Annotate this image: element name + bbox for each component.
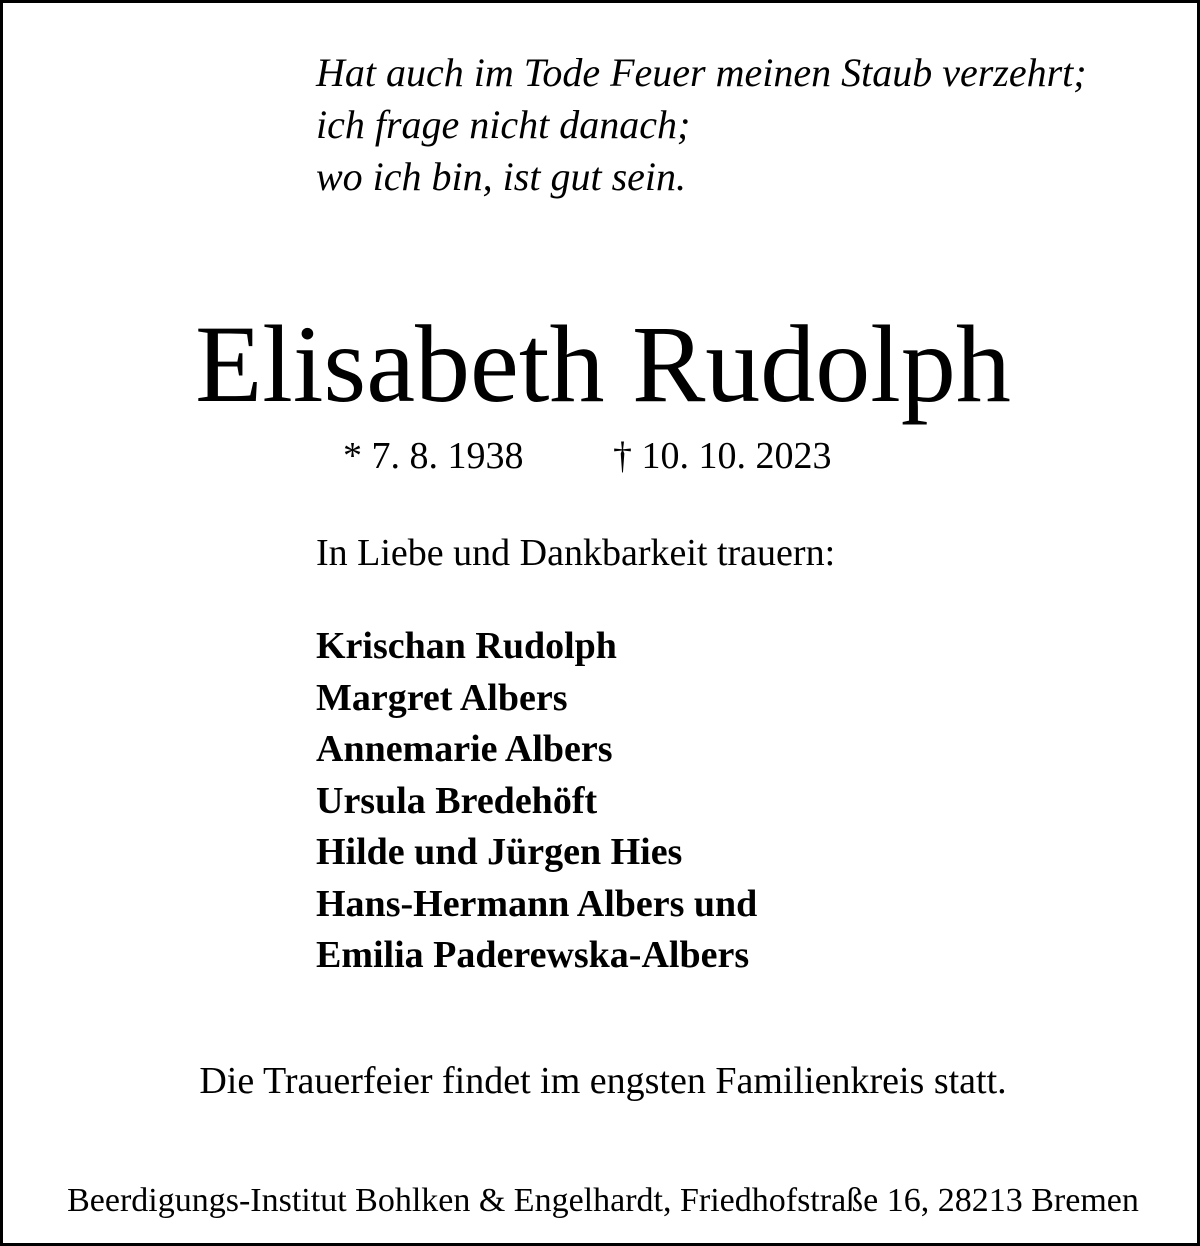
mourner-name: Margret Albers — [316, 676, 568, 719]
mourner-name: Krischan Rudolph — [316, 625, 617, 667]
verse-line: wo ich bin, ist gut sein. — [316, 154, 686, 199]
mourner-name: Annemarie Albers — [316, 728, 613, 770]
death-date: † 10. 10. 2023 — [613, 435, 832, 477]
mourning-intro: In Liebe und Dankbarkeit trauern: — [316, 532, 836, 574]
verse-line: Hat auch im Tode Feuer meinen Staub verzehrt; — [316, 50, 1087, 95]
deceased-name: Elisabeth Rudolph — [195, 303, 1011, 425]
verse-line: ich frage nicht danach; — [316, 102, 691, 147]
birth-date: * 7. 8. 1938 — [343, 435, 524, 477]
mourner-name: Emilia Paderewska-Albers — [316, 934, 750, 976]
funeral-home-footer: Beerdigungs-Institut Bohlken & Engelhardt, Friedhofstraße 16, 28213 Bremen — [67, 1182, 1139, 1219]
mourner-name: Ursula Bredehöft — [316, 779, 598, 822]
verse — [316, 47, 1087, 203]
mourner-name: Hilde und Jürgen Hies — [316, 831, 683, 873]
ceremony-note: Die Trauerfeier findet im engsten Familienkreis statt. — [199, 1060, 1007, 1102]
mourner-name: Hans-Hermann Albers und — [316, 882, 758, 925]
mourners-list — [316, 621, 757, 982]
